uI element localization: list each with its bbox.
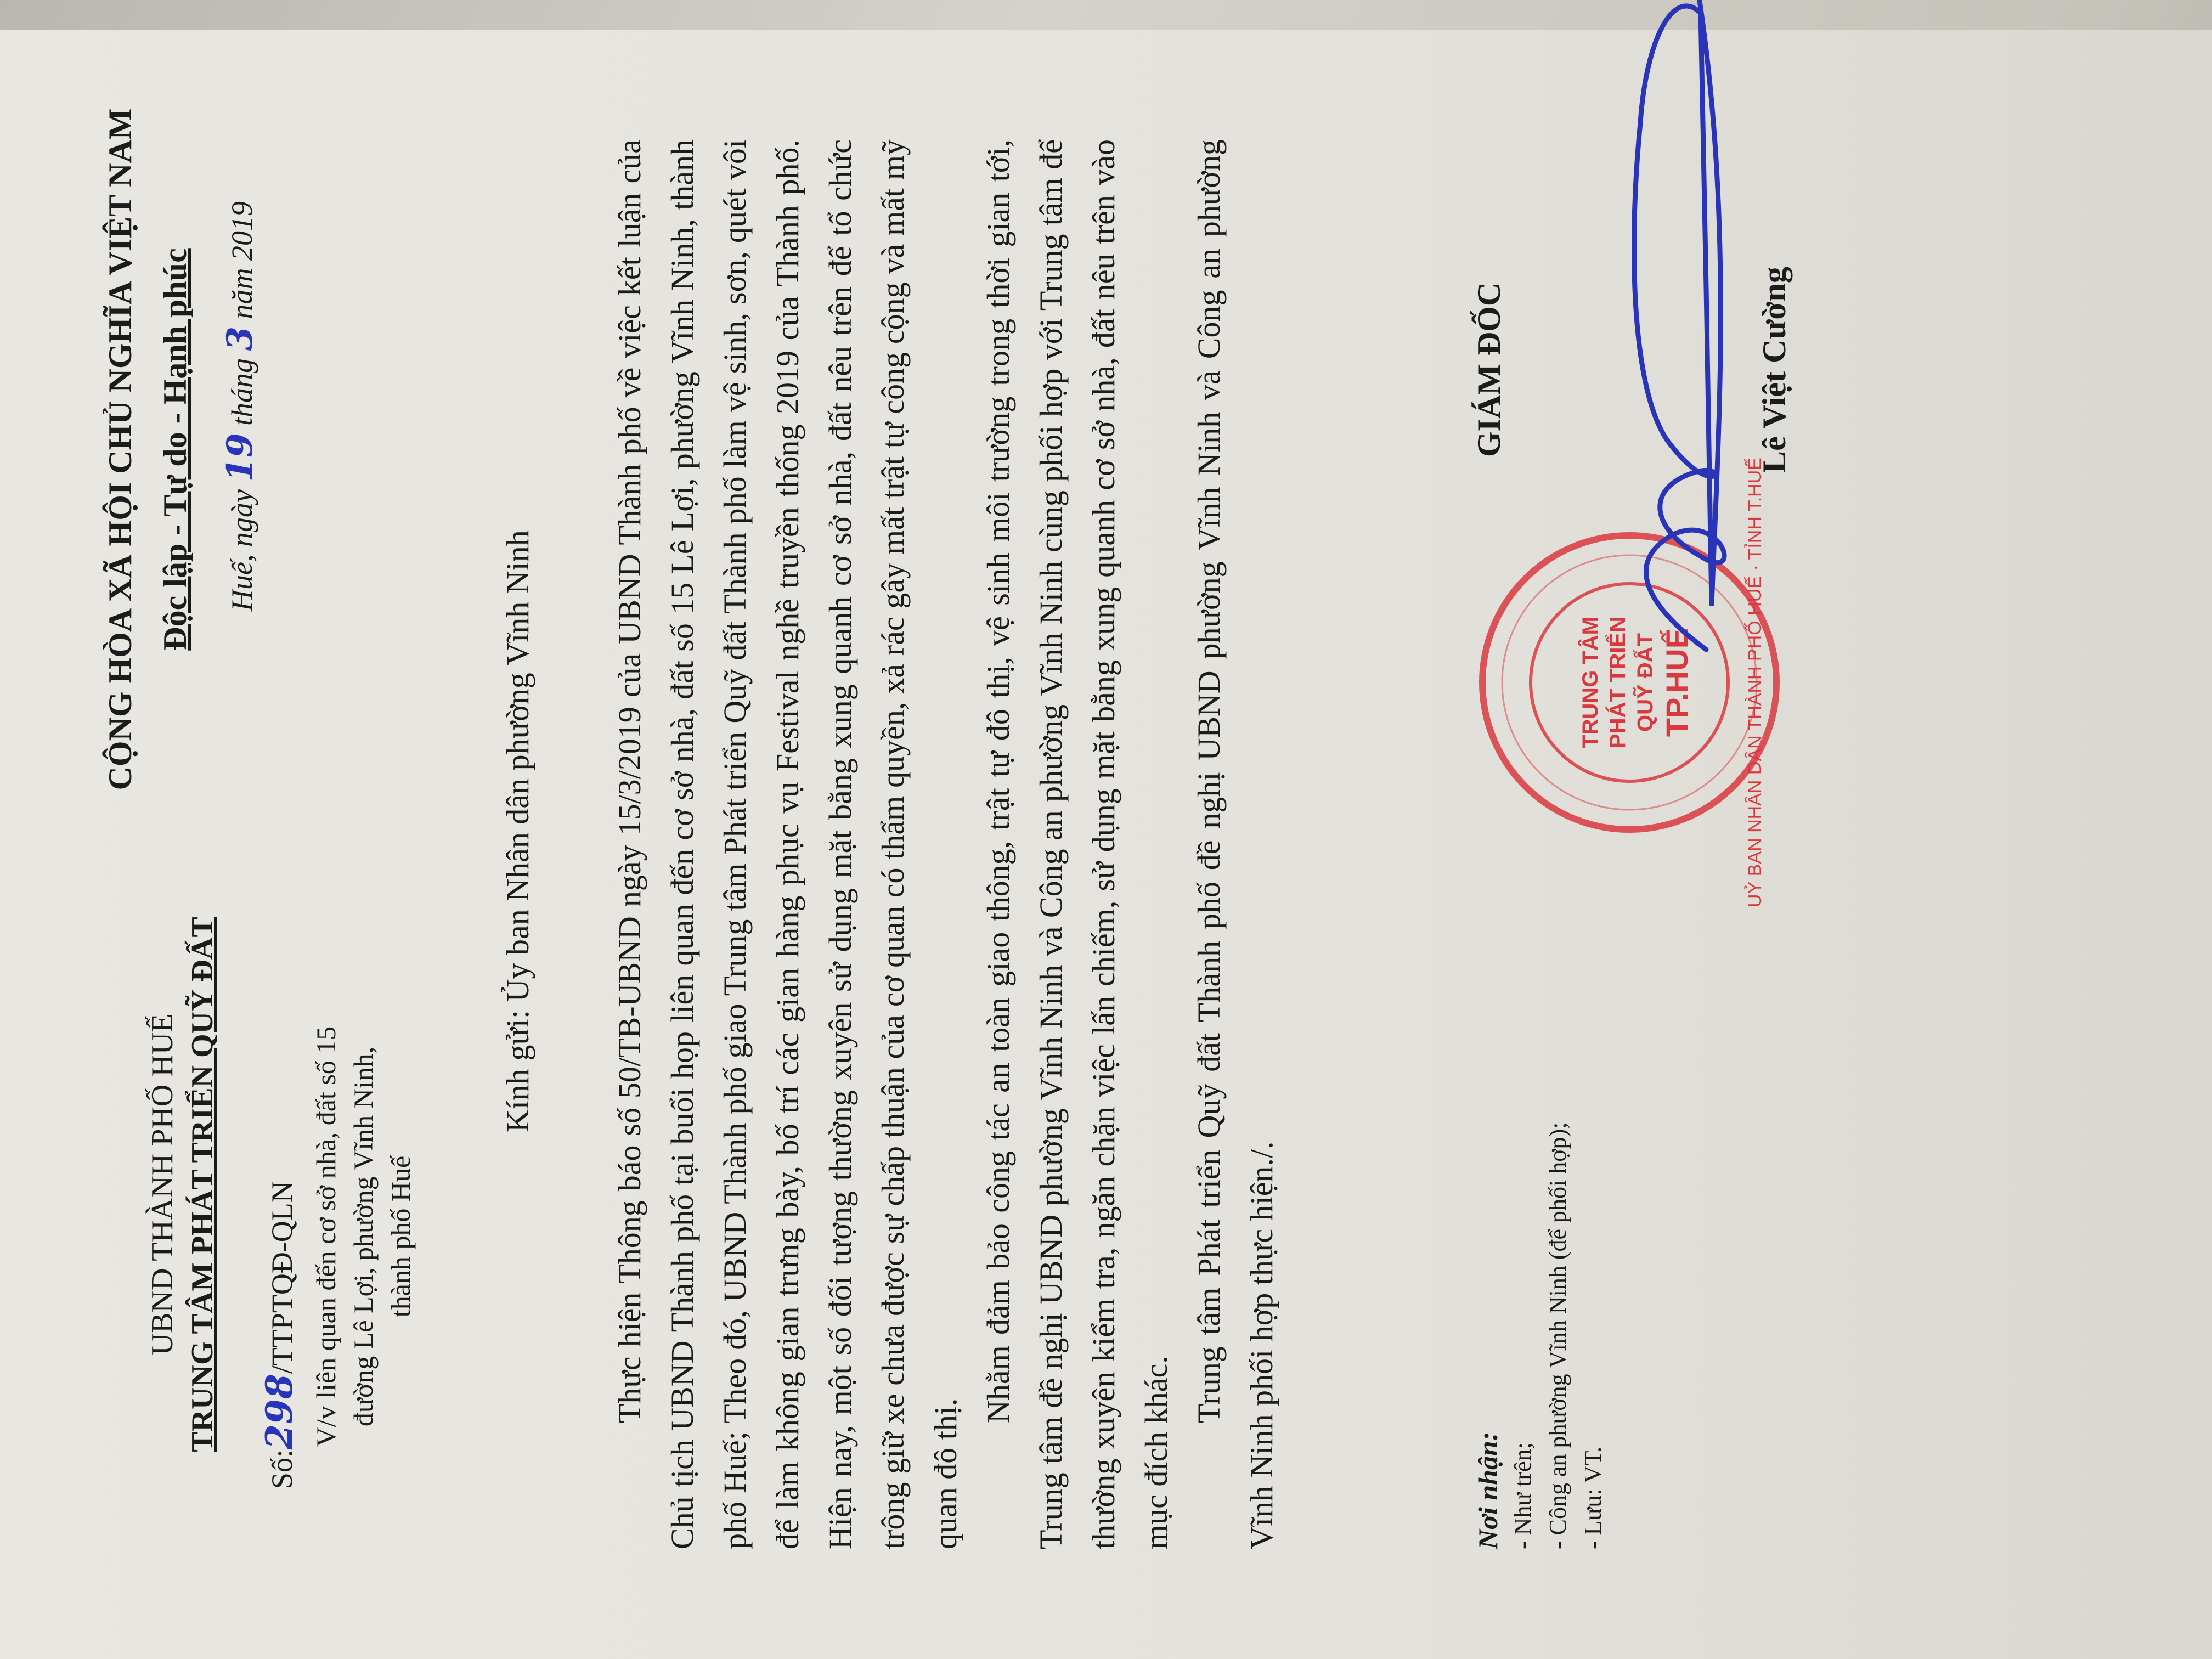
paragraph-2: Nhằm đảm bảo công tác an toàn giao thông, trật tự đô thị, vệ sinh môi trường trong thời gian tới, Trung tâm đề nghị UBND phường Vĩnh Ninh và Công an phường Vĩnh Ninh cùng phối hợp với Trung tâm để thường xuyên kiểm tra, ngăn chặn việc lấn chiếm, sử dụng mặt bằng xung quanh cơ sở nhà, đất nêu trên vào mục đích khác. — [980, 139, 1174, 1549]
date-line — [219, 201, 261, 611]
date-thang: tháng — [225, 358, 258, 426]
paragraph-1: Thực hiện Thông báo số 50/TB-UBND ngày 15/3/2019 của UBND Thành phố về việc kết luận của Chủ tịch UBND Thành phố tại buổi họp liên quan đến cơ sở nhà, đất số 15 Lê Lợi, phường Vĩnh Ninh, thành phố Huế; Theo đó, UBND Thành phố giao Trung tâm Phát triển Quỹ đất Thành phố làm vệ sinh, sơn, quét vôi để làm không gian trưng bày, bố trí các gian hàng phục vụ Festival nghề truyền thống 2019 của Thành phố. Hiện nay, một số đối tượng thường xuyên sử dụng mặt bằng xung quanh cơ sở nhà, đất nêu trên để tổ chức trông giữ xe chưa được sự chấp thuận của cơ quan có thẩm quyền, xả rác gây mất trật tự công cộng và mất mỹ quan đô thị. — [612, 139, 963, 1549]
handwritten-signature — [1580, 0, 1778, 672]
so-suffix: /TTPTQĐ-QLN — [266, 1181, 298, 1374]
body-text — [603, 139, 1288, 1549]
subject-line-2: đường Lê Lợi, phường Vĩnh Ninh, — [348, 1046, 379, 1427]
org-name: UBND THÀNH PHỐ HUẾ — [145, 1013, 179, 1356]
date-year: năm 2019 — [225, 201, 258, 319]
seal-line-4: TP.HUẾ — [1660, 628, 1694, 737]
seal-line-1: TRUNG TÂM — [1578, 617, 1602, 748]
national-motto: Độc lập - Tự do - Hạnh phúc — [157, 248, 193, 651]
subject-line-3: thành phố Huế — [385, 1155, 416, 1318]
document-number — [258, 1181, 301, 1489]
signature-scribble-icon — [1580, 0, 1778, 672]
dept-name: TRUNG TÂM PHÁT TRIỂN QUỸ ĐẤT — [185, 917, 219, 1452]
document-page — [0, 30, 2212, 1659]
seal-ring-text: UỶ BAN NHÂN DÂN THÀNH PHỐ HUẾ · TỈNH T.HUẾ — [1745, 458, 1765, 907]
noi-nhan-item-1: - Như trên; — [1509, 1442, 1536, 1549]
noi-nhan-block — [1470, 891, 1611, 1549]
noi-nhan-title: Nơi nhận: — [1472, 1431, 1503, 1549]
so-handwritten: 298 — [258, 1374, 301, 1449]
so-label: Số: — [266, 1449, 298, 1489]
date-ngay: ngày — [225, 489, 258, 548]
subject-block — [307, 907, 419, 1566]
noi-nhan-item-3: - Lưu: VT. — [1579, 1446, 1606, 1549]
date-place: Huế, — [225, 554, 258, 611]
signer-name: Lê Việt Cường — [1756, 267, 1792, 473]
signature-title: GIÁM ĐỐC — [1471, 282, 1507, 458]
subject-line-1: V/v liên quan đến cơ sở nhà, đất số 15 — [311, 1026, 341, 1447]
date-day: 19 — [219, 433, 261, 482]
seal-line-3: QUỸ ĐẤT — [1633, 633, 1657, 732]
noi-nhan-item-2: - Công an phường Vĩnh Ninh (để phối hợp); — [1544, 1122, 1571, 1549]
header-left — [143, 874, 223, 1494]
recipient-line: Kính gửi: Ủy ban Nhân dân phường Vĩnh Ninh — [500, 530, 535, 1132]
paragraph-3: Trung tâm Phát triển Quỹ đất Thành phố đề nghị UBND phường Vĩnh Ninh và Công an phường Vĩnh Ninh phối hợp thực hiện./. — [1191, 139, 1279, 1549]
date-month: 3 — [219, 326, 261, 351]
seal-line-2: PHÁT TRIỂN — [1606, 617, 1630, 748]
national-title: CỘNG HÒA XÃ HỘI CHỦ NGHĨA VIỆT NAM — [102, 108, 138, 791]
